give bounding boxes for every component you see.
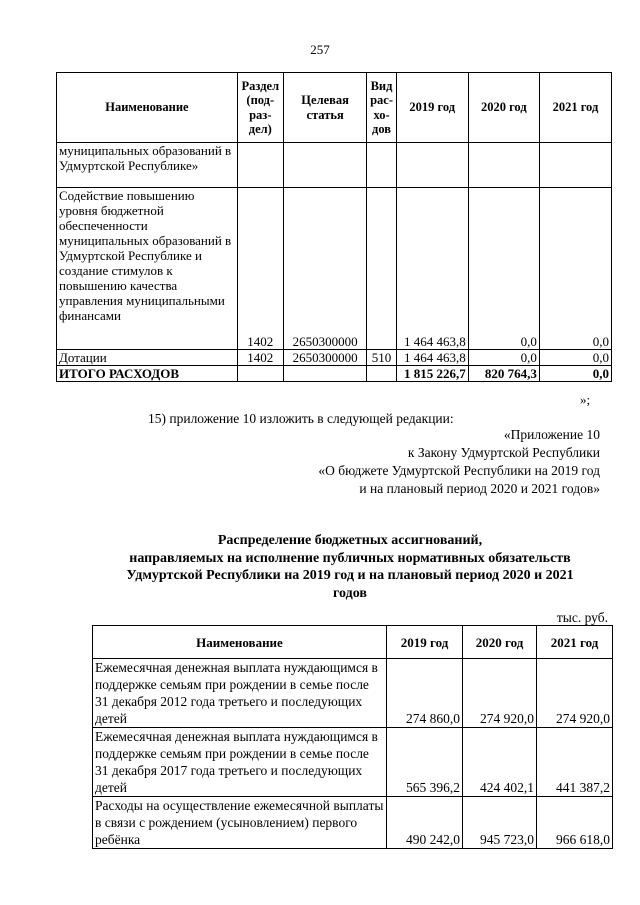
row-2020: 0,0	[468, 188, 539, 350]
table-row	[57, 188, 612, 350]
row-2021: 274 920,0	[537, 659, 613, 728]
table-header-row	[93, 626, 613, 659]
appendix-header	[318, 426, 600, 498]
total-2021: 0,0	[539, 366, 611, 382]
total-2020: 820 764,3	[468, 366, 539, 382]
table-row	[93, 728, 613, 797]
row-name: Содействие повышению уровня бюджетной обеспеченности муниципальных образований в Удмуртской Республике и создание стимулов к повышению качества управления муниципальными финансами	[57, 188, 238, 350]
row-target	[283, 143, 367, 188]
amendment-instruction: 15) приложение 10 изложить в следующей редакции:	[148, 411, 454, 426]
row-2021: 0,0	[539, 350, 611, 366]
total-label: ИТОГО РАСХОДОВ	[57, 366, 238, 382]
row-section: 1402	[237, 350, 283, 366]
title-line: годов	[333, 585, 367, 601]
appendix-line: к Закону Удмуртской Республики	[407, 445, 600, 460]
header-type: Вид рас-хо-дов	[367, 73, 396, 143]
total-2019: 1 815 226,7	[396, 366, 468, 382]
closing-quote: »;	[580, 392, 591, 407]
row-2019	[396, 143, 468, 188]
document-title	[60, 532, 640, 602]
row-2020: 945 723,0	[463, 797, 537, 849]
table-header-row	[57, 73, 612, 143]
title-line: Распределение бюджетных ассигнований,	[217, 533, 483, 548]
table-row	[93, 659, 613, 728]
row-type	[367, 188, 396, 350]
header-name: Наименование	[93, 626, 387, 659]
row-2020: 424 402,1	[463, 728, 537, 797]
header-section: Раздел (под-раз-дел)	[237, 73, 283, 143]
row-2021	[539, 143, 611, 188]
row-2019: 1 464 463,8	[396, 350, 468, 366]
total-row	[57, 366, 612, 382]
header-2021: 2021 год	[537, 626, 613, 659]
row-2019: 1 464 463,8	[396, 188, 468, 350]
row-2019: 490 242,0	[387, 797, 463, 849]
row-type: 510	[367, 350, 396, 366]
table-row	[93, 797, 613, 849]
row-name: Дотации	[57, 350, 238, 366]
row-type	[367, 143, 396, 188]
row-section	[237, 143, 283, 188]
title-line: Удмуртской Республики на 2019 год и на плановый период 2020 и 2021	[126, 568, 574, 583]
header-target: Целевая статья	[283, 73, 367, 143]
row-2019: 565 396,2	[387, 728, 463, 797]
row-name: муниципальных образований в Удмуртской Республике»	[57, 143, 238, 188]
header-2019: 2019 год	[387, 626, 463, 659]
appendix-line: «О бюджете Удмуртской Республики на 2019 год	[318, 463, 600, 478]
table-row	[57, 143, 612, 188]
row-2021: 0,0	[539, 188, 611, 350]
header-2020: 2020 год	[463, 626, 537, 659]
row-target: 2650300000	[283, 350, 367, 366]
page-number: 257	[310, 42, 330, 57]
row-name: Ежемесячная денежная выплата нуждающимся в поддержке семьям при рождении в семье после 31 декабря 2012 года третьего и последующих детей	[93, 659, 387, 728]
row-2020	[468, 143, 539, 188]
row-2019: 274 860,0	[387, 659, 463, 728]
obligations-table	[92, 625, 613, 849]
header-2021: 2021 год	[539, 73, 611, 143]
header-name: Наименование	[57, 73, 238, 143]
expenses-table	[56, 72, 612, 382]
title-line: направляемых на исполнение публичных нормативных обязательств	[129, 550, 571, 566]
row-2020: 274 920,0	[463, 659, 537, 728]
appendix-line: «Приложение 10	[503, 427, 600, 442]
row-target: 2650300000	[283, 188, 367, 350]
row-section: 1402	[237, 188, 283, 350]
header-2020: 2020 год	[468, 73, 539, 143]
row-name: Ежемесячная денежная выплата нуждающимся в поддержке семьям при рождении в семье после 31 декабря 2017 года третьего и последующих детей	[93, 728, 387, 797]
row-name: Расходы на осуществление ежемесячной выплаты в связи с рождением (усыновлением) первого ребёнка	[93, 797, 387, 849]
units-label: тыс. руб.	[556, 610, 608, 625]
appendix-line: и на плановый период 2020 и 2021 годов»	[359, 481, 600, 496]
row-2021: 966 618,0	[537, 797, 613, 849]
table-row	[57, 350, 612, 366]
row-2021: 441 387,2	[537, 728, 613, 797]
header-2019: 2019 год	[396, 73, 468, 143]
row-2020: 0,0	[468, 350, 539, 366]
